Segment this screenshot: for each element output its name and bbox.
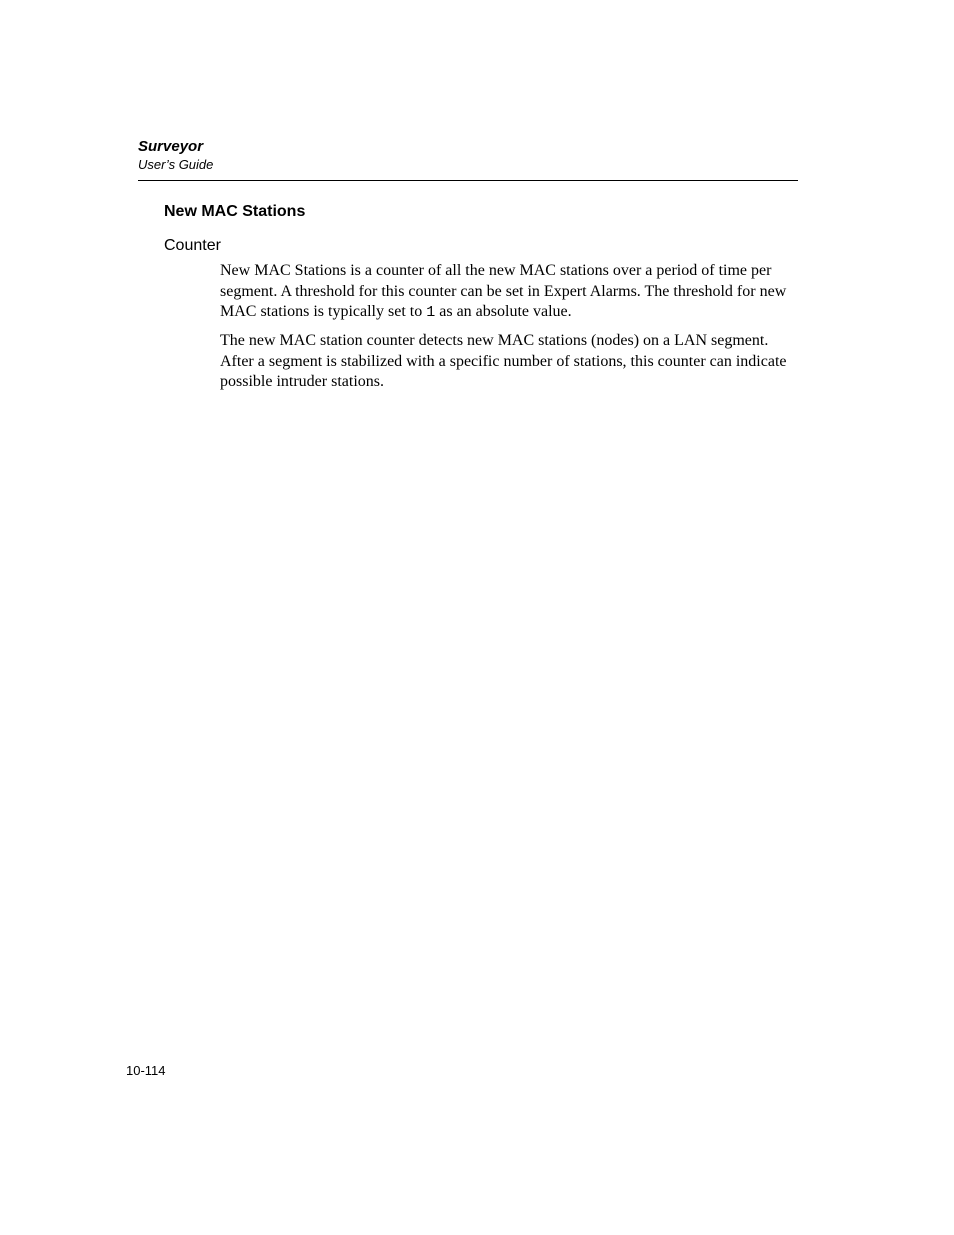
header-title: Surveyor: [138, 138, 204, 155]
section-heading: New MAC Stations: [164, 203, 306, 220]
header-subtitle: User’s Guide: [138, 157, 214, 172]
section-subheading: Counter: [164, 237, 221, 254]
paragraph-1-text-start: New MAC Stations is a counter of all the new MAC stations over a period of time per segment. A threshold for this counter can be set in Expert Alarms. The threshold for new MAC stations is typically set to: [220, 262, 787, 320]
running-header: [138, 138, 798, 173]
page-number: 10-114: [126, 1063, 166, 1078]
header-divider: [138, 180, 798, 181]
threshold-value-code: 1: [426, 304, 436, 321]
paragraph-1-text-end: as an absolute value.: [435, 303, 572, 320]
paragraph-1: [220, 261, 798, 324]
paragraph-2: The new MAC station counter detects new MAC stations (nodes) on a LAN segment. After a segment is stabilized with a specific number of stations, this counter can indicate possible intruder stations.: [220, 332, 787, 390]
